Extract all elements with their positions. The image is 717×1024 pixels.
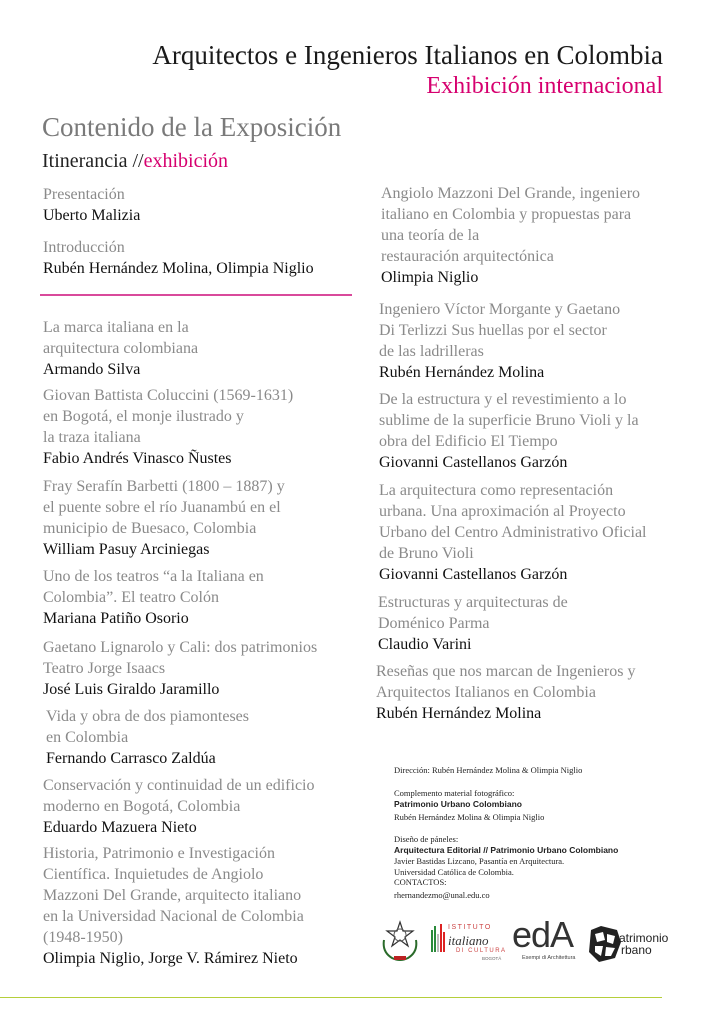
entry-title: Giovan Battista Coluccini (1569-1631) en Bogotá, el monje ilustrado y la traza italiana — [43, 387, 294, 446]
eda-caption: Esempi di Architettura — [522, 955, 576, 961]
credits-block — [394, 765, 694, 908]
right-entry — [376, 661, 635, 724]
entry-title: La marca italiana en la arquitectura colombiana — [43, 319, 199, 357]
left-entry-presentacion — [43, 184, 140, 226]
entry-author: Giovanni Castellanos Garzón — [379, 566, 568, 583]
credits-complemento-label: Complemento material fotográfico: — [394, 787, 515, 798]
credits-diseno-name: Javier Bastidas Lizcano, Pasantía en Arquitectura. — [394, 855, 565, 866]
entry-title: Angiolo Mazzoni Del Grande, ingeniero italiano en Colombia y propuestas para una teoría de la restauración arquitectónica — [381, 185, 641, 265]
entry-author: Rubén Hernández Molina — [376, 705, 542, 722]
entry-title: Uno de los teatros “a la Italiana en Colombia”. El teatro Colón — [43, 568, 264, 606]
left-entry — [43, 385, 293, 469]
credits-diseno-label: Diseño de páneles: — [394, 834, 459, 845]
itinerancia-text: Itinerancia // — [42, 150, 144, 172]
patrimonio-text-2: rbano — [621, 943, 652, 957]
left-entry — [43, 566, 264, 629]
eda-mark: edA — [512, 914, 574, 955]
entry-author: Claudio Varini — [378, 636, 472, 653]
entry-author: Fabio Andrés Vinasco Ñustes — [43, 450, 232, 467]
left-entry — [43, 637, 317, 700]
itinerancia-label — [42, 150, 228, 173]
entry-author: Armando Silva — [43, 361, 141, 378]
section-divider — [40, 294, 352, 296]
credits-complemento-org: Patrimonio Urbano Colombiano — [394, 798, 522, 809]
right-entry — [379, 480, 647, 585]
entry-author: Rubén Hernández Molina, Olimpia Niglio — [43, 260, 314, 277]
entry-title: Introducción — [43, 239, 125, 256]
entry-author: Uberto Malizia — [43, 207, 141, 224]
left-entry — [43, 843, 304, 969]
entry-author: William Pasuy Arciniegas — [43, 541, 210, 558]
credits-complemento-names: Rubén Hernández Molina & Olimpia Niglio — [394, 812, 545, 823]
exhibition-title: Arquitectos e Ingenieros Italianos en Colombia — [152, 40, 663, 70]
exhibition-subtitle: Exhibición internacional — [426, 73, 663, 99]
istituto-text-2: italiano — [448, 933, 489, 948]
istituto-text-4: BOGOTÁ — [482, 956, 502, 961]
entry-author: Mariana Patiño Osorio — [43, 610, 189, 627]
entry-author: Giovanni Castellanos Garzón — [379, 454, 568, 471]
entry-author: Eduardo Mazuera Nieto — [43, 819, 197, 836]
left-entry — [43, 476, 285, 560]
footer-line — [0, 997, 662, 998]
left-entry — [43, 775, 314, 838]
entry-title: Historia, Patrimonio e Investigación Científica. Inquietudes de Angiolo Mazzoni Del Grande, arquitecto italiano en la Universidad Nacional de Colombia (1948-1950) — [43, 845, 304, 946]
eda-logo — [512, 915, 582, 963]
entry-title: Gaetano Lignarolo y Cali: dos patrimonios Teatro Jorge Isaacs — [43, 639, 318, 677]
credits-diseno-university: Universidad Católica de Colombia. — [394, 866, 514, 877]
credits-email: rhernandezmo@unal.edu.co — [394, 890, 490, 901]
istituto-text-3: DI CULTURA — [456, 948, 507, 954]
istituto-italiano-logo — [430, 922, 508, 964]
right-entry — [379, 299, 620, 383]
credits-contactos-label: CONTACTOS: — [394, 877, 447, 888]
left-entry — [43, 317, 198, 380]
republic-emblem-icon — [378, 918, 422, 964]
left-entry-introduccion — [43, 237, 314, 279]
entry-author: Fernando Carrasco Zaldúa — [46, 750, 216, 767]
entry-title: Conservación y continuidad de un edificio moderno en Bogotá, Colombia — [43, 777, 315, 815]
left-entry — [46, 706, 249, 769]
entry-title: La arquitectura como representación urbana. Una aproximación al Proyecto Urbano del Centro Administrativo Oficial de Bruno Violi — [379, 482, 647, 562]
itinerancia-highlight: exhibición — [143, 150, 229, 172]
entry-title: Fray Serafín Barbetti (1800 – 1887) y el puente sobre el río Juanambú en el municipio de Buesaco, Colombia — [43, 478, 285, 537]
credits-direccion: Dirección: Rubén Hernández Molina & Olimpia Niglio — [394, 765, 583, 775]
patrimonio-urbano-logo — [587, 924, 677, 964]
entry-title: Ingeniero Víctor Morgante y Gaetano Di Terlizzi Sus huellas por el sector de las ladrilleras — [379, 301, 621, 360]
entry-author: Rubén Hernández Molina — [379, 364, 545, 381]
entry-title: Estructuras y arquitecturas de Doménico Parma — [378, 594, 568, 632]
entry-author: Olimpia Niglio, Jorge V. Rámirez Nieto — [43, 950, 298, 967]
credits-diseno-org: Arquitectura Editorial // Patrimonio Urbano Colombiano — [394, 844, 619, 855]
contents-heading: Contenido de la Exposición — [42, 112, 342, 142]
entry-title: Vida y obra de dos piamonteses en Colombia — [46, 708, 249, 746]
right-entry — [378, 592, 568, 655]
entry-author: Olimpia Niglio — [381, 269, 479, 286]
right-entry — [379, 389, 639, 473]
entry-author: José Luis Giraldo Jaramillo — [43, 681, 220, 698]
entry-title: Reseñas que nos marcan de Ingenieros y Arquitectos Italianos en Colombia — [376, 663, 636, 701]
right-entry — [381, 183, 640, 288]
entry-title: De la estructura y el revestimiento a lo sublime de la superficie Bruno Violi y la obra del Edificio El Tiempo — [379, 391, 639, 450]
istituto-text-1: ISTITUTO — [448, 924, 492, 931]
entry-title: Presentación — [43, 186, 125, 203]
patrimonio-text-1: atrimonio — [619, 931, 669, 945]
